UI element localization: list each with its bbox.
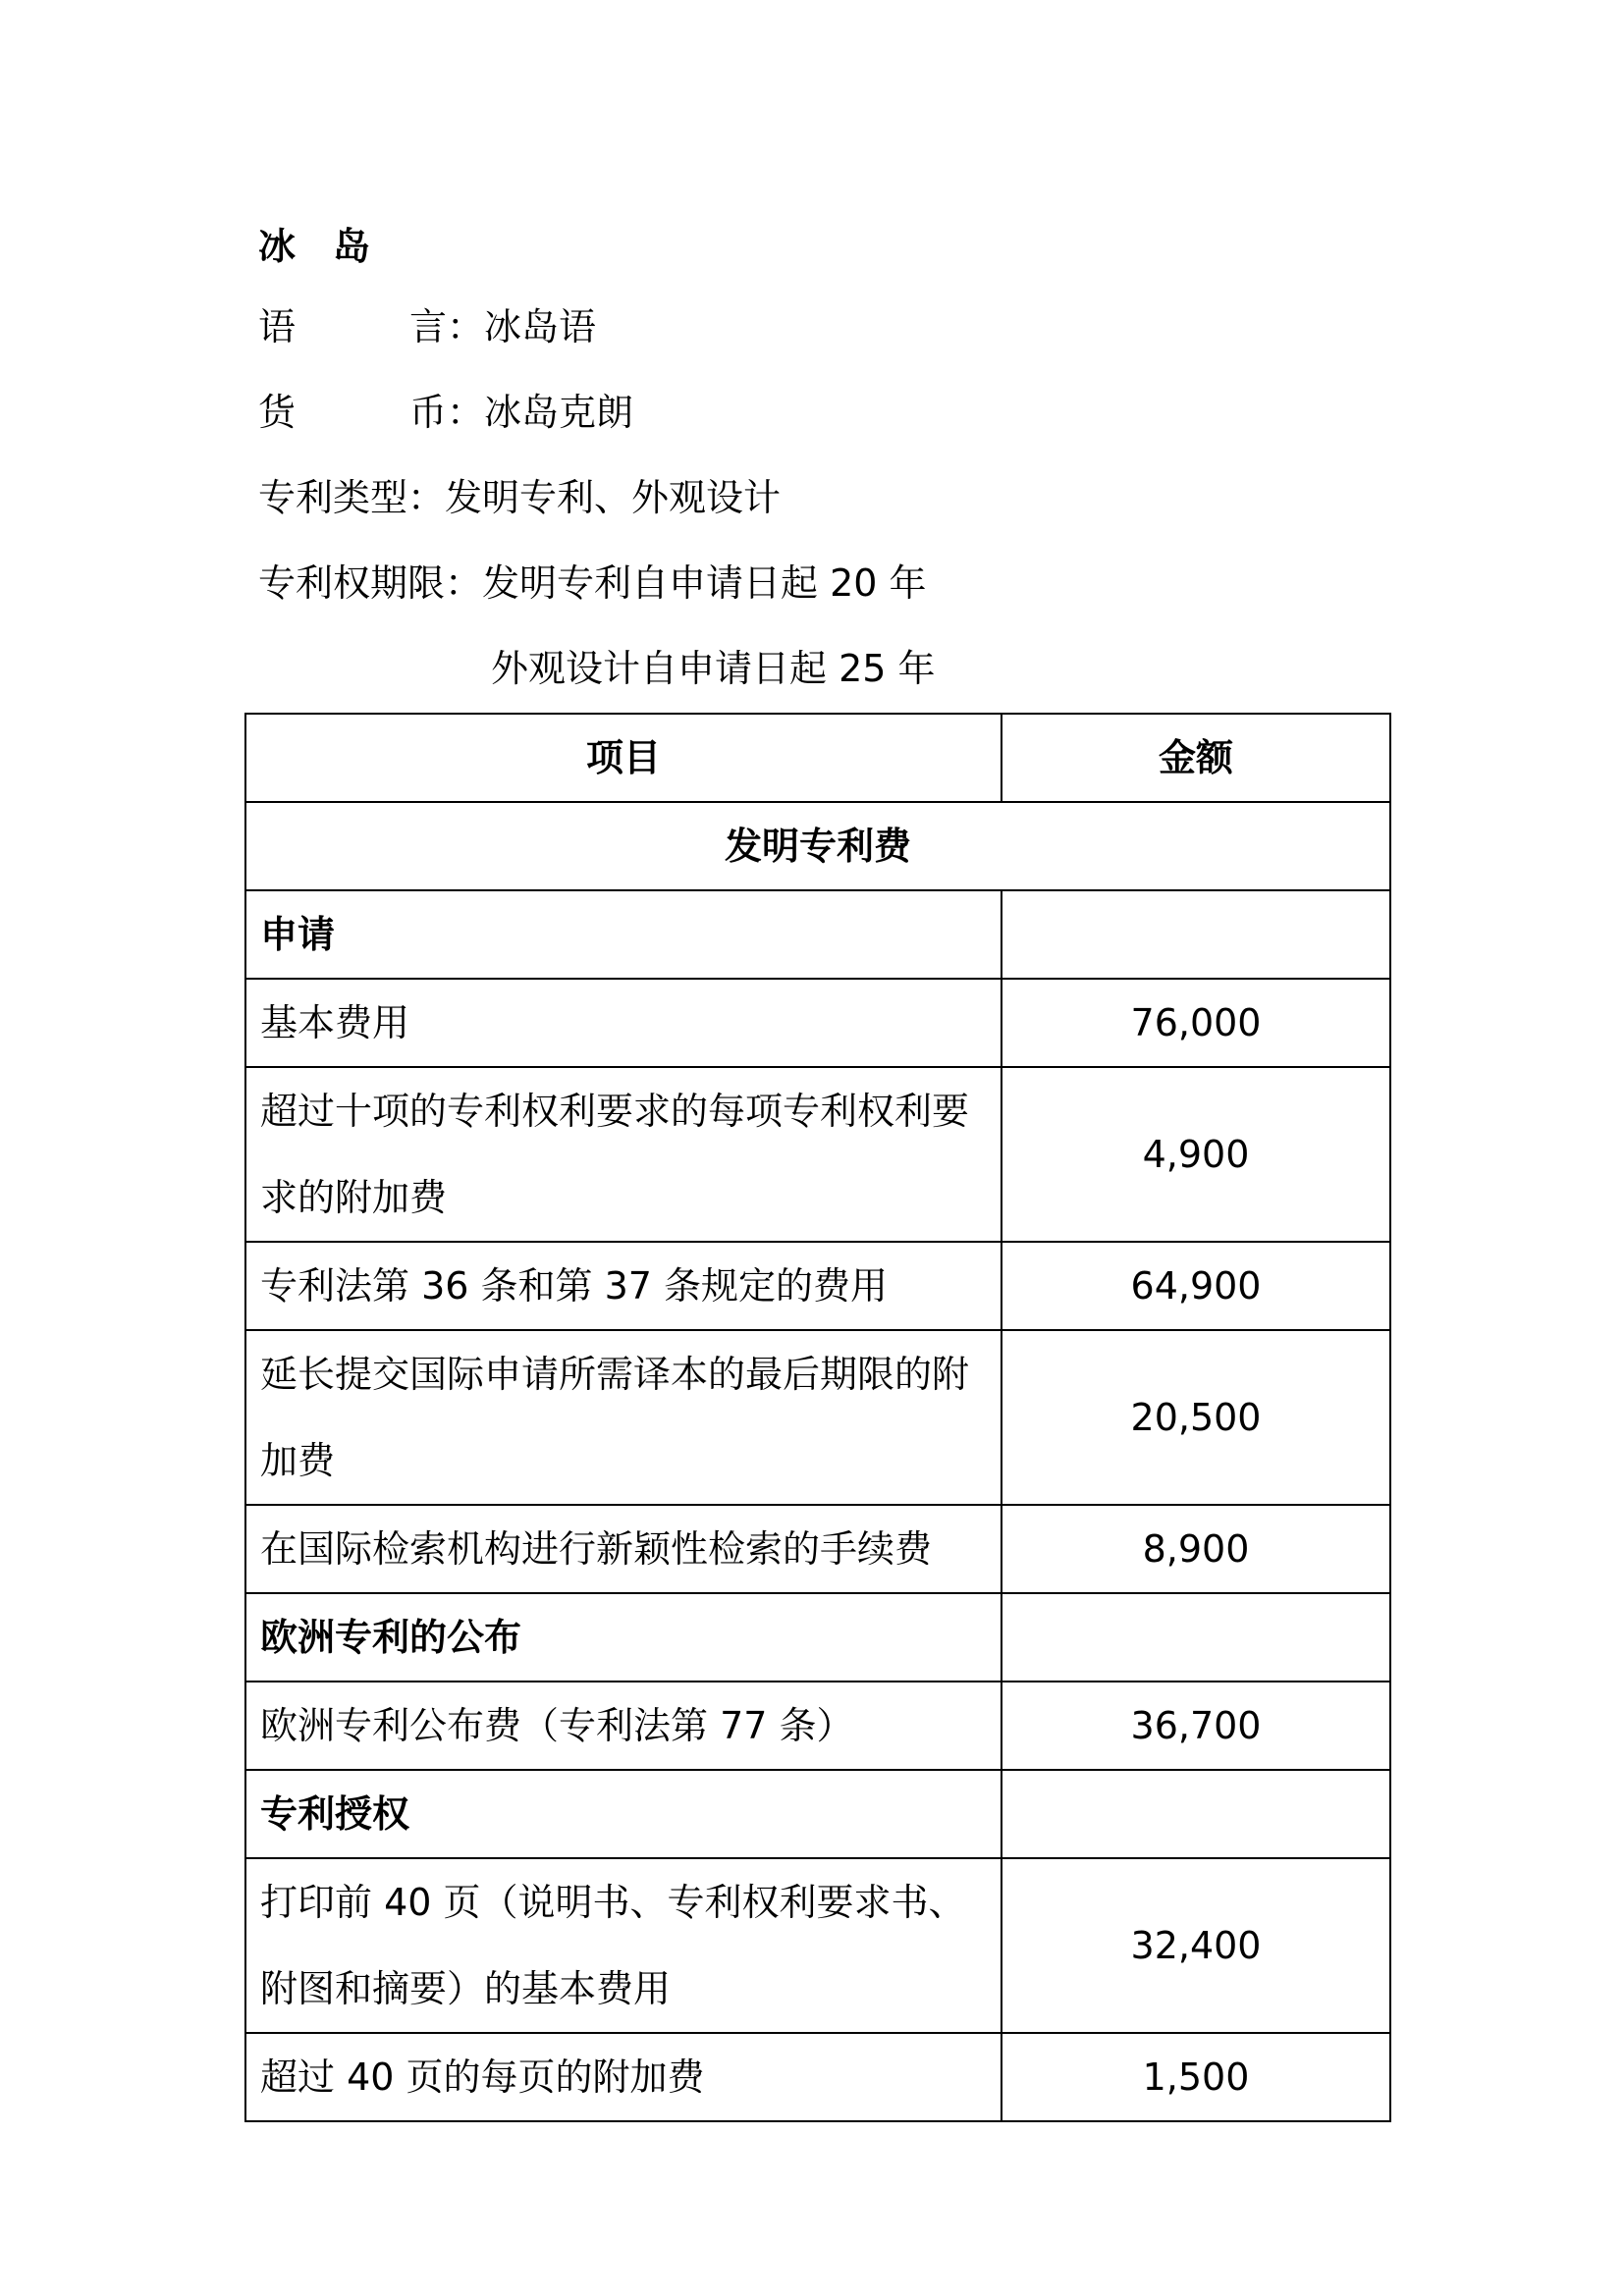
language-label: 语 言 — [258, 305, 447, 348]
group-row — [245, 890, 1390, 979]
group-application: 申请 — [245, 890, 1001, 979]
term-value-design: 外观设计自申请日起 25 年 — [491, 647, 936, 690]
currency-value: 冰岛克朗 — [484, 391, 634, 434]
table-row — [245, 979, 1390, 1067]
group-row — [245, 1770, 1390, 1858]
row-amount: 76,000 — [1001, 979, 1390, 1067]
row-item: 欧洲专利公布费（专利法第 77 条） — [245, 1682, 1001, 1770]
table-row — [245, 1067, 1390, 1242]
table-row — [245, 1505, 1390, 1593]
section-row — [245, 802, 1390, 890]
term-line — [258, 561, 927, 605]
table-row — [245, 1330, 1390, 1505]
empty-cell — [1001, 890, 1390, 979]
empty-cell — [1001, 1770, 1390, 1858]
row-amount: 64,900 — [1001, 1242, 1390, 1330]
row-item: 超过十项的专利权利要求的每项专利权利要求的附加费 — [245, 1067, 1001, 1242]
patent-type-line — [258, 476, 782, 519]
term-line-design — [491, 647, 936, 690]
empty-cell — [1001, 1593, 1390, 1682]
table-row — [245, 2033, 1390, 2121]
country-title — [258, 216, 370, 270]
term-value-invention: 发明专利自申请日起 20 年 — [482, 561, 927, 605]
country-title-part2: 岛 — [333, 225, 371, 268]
table-row — [245, 1242, 1390, 1330]
row-amount: 36,700 — [1001, 1682, 1390, 1770]
table-header-row — [245, 714, 1390, 802]
header-item: 项目 — [245, 714, 1001, 802]
table-row — [245, 1858, 1390, 2033]
row-amount: 1,500 — [1001, 2033, 1390, 2121]
colon: ： — [447, 391, 485, 434]
row-item: 超过 40 页的每页的附加费 — [245, 2033, 1001, 2121]
row-item: 专利法第 36 条和第 37 条规定的费用 — [245, 1242, 1001, 1330]
term-label: 专利权期限： — [258, 561, 483, 605]
group-grant: 专利授权 — [245, 1770, 1001, 1858]
patent-type-label: 专利类型： — [258, 476, 446, 519]
currency-line — [258, 391, 634, 434]
row-amount: 20,500 — [1001, 1330, 1390, 1505]
row-item: 基本费用 — [245, 979, 1001, 1067]
patent-type-value: 发明专利、外观设计 — [445, 476, 782, 519]
row-item: 在国际检索机构进行新颖性检索的手续费 — [245, 1505, 1001, 1593]
colon: ： — [447, 305, 485, 348]
row-item: 延长提交国际申请所需译本的最后期限的附加费 — [245, 1330, 1001, 1505]
row-item: 打印前 40 页（说明书、专利权利要求书、附图和摘要）的基本费用 — [245, 1858, 1001, 2033]
row-amount: 32,400 — [1001, 1858, 1390, 2033]
table-row — [245, 1682, 1390, 1770]
section-title: 发明专利费 — [245, 802, 1390, 890]
fee-table — [244, 713, 1391, 2122]
group-row — [245, 1593, 1390, 1682]
row-amount: 4,900 — [1001, 1067, 1390, 1242]
language-value: 冰岛语 — [484, 305, 597, 348]
row-amount: 8,900 — [1001, 1505, 1390, 1593]
language-line — [258, 305, 597, 348]
country-title-part1: 冰 — [258, 225, 297, 268]
currency-label: 货 币 — [258, 391, 447, 434]
group-publication: 欧洲专利的公布 — [245, 1593, 1001, 1682]
header-amount: 金额 — [1001, 714, 1390, 802]
